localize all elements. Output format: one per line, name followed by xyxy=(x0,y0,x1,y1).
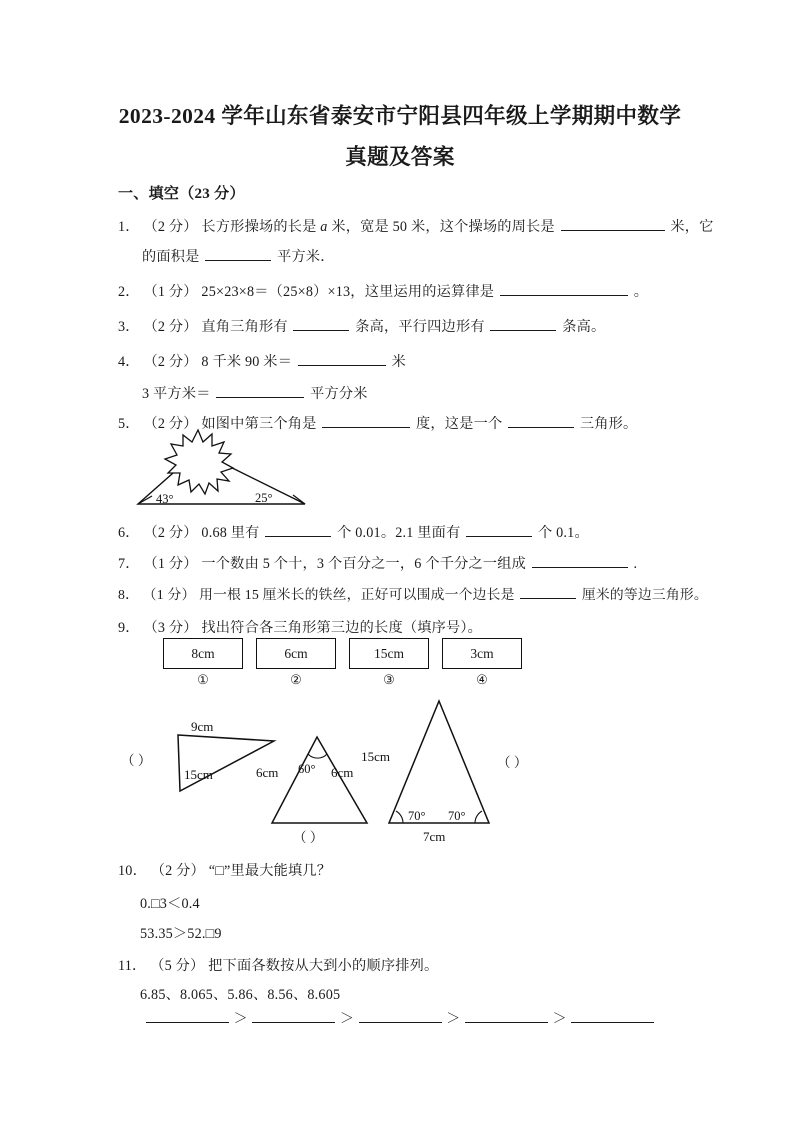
question-4-text-b: 米 xyxy=(391,354,406,370)
question-11-text-a: 把下面各数按从大到小的顺序排列。 xyxy=(208,958,439,974)
triangle-3-side-left: 15cm xyxy=(361,749,390,764)
question-1-line-2 xyxy=(142,242,335,272)
triangle-2-answer-bracket[interactable]: （ ） xyxy=(293,830,324,845)
separator-1: ＞ xyxy=(233,1011,248,1027)
question-6-text-a: 0.68 里有 xyxy=(201,525,260,541)
question-6-blank-hundredths[interactable] xyxy=(265,521,331,537)
question-3-text-b: 条高，平行四边形有 xyxy=(355,319,485,335)
triangle-2-side-right: 6cm xyxy=(331,765,354,780)
question-3-blank-parallelogram[interactable] xyxy=(490,315,556,331)
question-3 xyxy=(118,312,605,342)
separator-4: ＞ xyxy=(552,1011,567,1027)
three-triangles-svg xyxy=(118,695,638,845)
question-6-blank-tenths[interactable] xyxy=(466,521,532,537)
question-11-score: （5 分） xyxy=(150,958,205,974)
question-8-text-a: 用一根 15 厘米长的铁丝，正好可以围成一个边长是 xyxy=(199,587,515,602)
triangle-3-angle-arc-right xyxy=(475,811,482,823)
question-1-variable: a xyxy=(320,219,328,235)
option-3-value[interactable]: 15cm xyxy=(349,638,429,669)
title-line-1: 2023-2024 学年山东省泰安市宁阳县四年级上学期期中数学 xyxy=(118,104,682,128)
question-1-text-c: 米，它 xyxy=(670,219,714,235)
option-4 xyxy=(442,638,522,690)
question-10-score: （2 分） xyxy=(150,863,205,879)
question-6-text-b: 个 0.01。2.1 里面有 xyxy=(337,525,461,541)
separator-3: ＞ xyxy=(446,1011,461,1027)
question-6-number: 6． xyxy=(118,525,140,541)
question-7-blank-number[interactable] xyxy=(532,552,628,568)
question-8-number: 8． xyxy=(118,587,140,602)
option-3 xyxy=(349,638,429,690)
question-2-blank-law[interactable] xyxy=(500,280,628,296)
question-11-number: 11． xyxy=(118,958,147,974)
answer-blank-3[interactable] xyxy=(359,1008,442,1023)
angle-label-left: 43° xyxy=(156,492,174,506)
question-4-line2-text-a: 3 平方米＝ xyxy=(142,386,211,402)
question-4-number: 4． xyxy=(118,354,140,370)
question-11 xyxy=(118,951,438,981)
answer-blank-2[interactable] xyxy=(252,1008,335,1023)
triangle-2-outline xyxy=(272,737,367,823)
answer-blank-5[interactable] xyxy=(571,1008,654,1023)
question-3-blank-right-triangle[interactable] xyxy=(293,315,349,331)
question-2-text-b: 。 xyxy=(633,284,649,300)
question-6 xyxy=(118,518,589,548)
question-5-blank-degree[interactable] xyxy=(322,412,410,428)
title-line-2: 真题及答案 xyxy=(345,145,455,169)
question-3-number: 3． xyxy=(118,319,140,335)
option-1-label: ① xyxy=(197,672,209,687)
question-9-triangle-figures xyxy=(118,695,638,850)
question-7 xyxy=(118,549,637,579)
answer-blank-4[interactable] xyxy=(465,1008,548,1023)
question-9-number: 9． xyxy=(118,620,140,636)
question-10-text-a: “□”里最大能填几？ xyxy=(208,863,332,879)
triangle-2-apex-angle-arc xyxy=(308,754,327,758)
option-2 xyxy=(256,638,336,690)
question-1-blank-area[interactable] xyxy=(205,245,271,261)
question-1-score: （2 分） xyxy=(143,219,198,235)
separator-2: ＞ xyxy=(339,1011,355,1027)
question-5-text-b: 度，这是一个 xyxy=(416,416,503,432)
question-4-blank-meters[interactable] xyxy=(298,350,386,366)
option-2-label: ② xyxy=(290,672,302,687)
triangle-1-side-top: 9cm xyxy=(191,719,214,734)
question-7-score: （1 分） xyxy=(143,556,198,572)
question-11-answer-row xyxy=(146,1008,654,1028)
question-4-line2-text-b: 平方分米 xyxy=(310,386,368,402)
question-7-text-b: . xyxy=(633,556,638,572)
option-4-value[interactable]: 3cm xyxy=(442,638,522,669)
question-6-text-c: 个 0.1。 xyxy=(537,525,589,541)
question-3-text-a: 直角三角形有 xyxy=(201,319,288,335)
question-9-text-a: 找出符合各三角形第三边的长度（填序号）。 xyxy=(201,620,483,636)
angle-label-right: 25° xyxy=(255,491,273,505)
question-5-score: （2 分） xyxy=(143,416,198,432)
question-1-line2-text-a: 的面积是 xyxy=(142,249,200,265)
question-5-blank-triangle-type[interactable] xyxy=(508,412,574,428)
question-4-line-2 xyxy=(142,379,368,409)
question-4 xyxy=(118,347,406,377)
triangle-2-side-left: 6cm xyxy=(256,765,279,780)
triangle-3-base: 7cm xyxy=(423,829,446,844)
triangle-3-group xyxy=(361,701,527,844)
question-6-score: （2 分） xyxy=(143,525,198,541)
question-4-text-a: 8 千米 90 米＝ xyxy=(201,354,293,370)
option-2-value[interactable]: 6cm xyxy=(256,638,336,669)
page-title xyxy=(100,96,700,178)
triangle-3-angle-right: 70° xyxy=(448,809,466,823)
question-2 xyxy=(118,277,648,307)
option-3-label: ③ xyxy=(383,672,395,687)
question-2-number: 2． xyxy=(118,284,140,300)
question-9-option-boxes xyxy=(163,638,563,696)
question-1-text-a: 长方形操场的长是 xyxy=(201,219,321,235)
triangle-1-answer-bracket[interactable]: （ ） xyxy=(121,753,152,768)
question-8-blank-side-length[interactable] xyxy=(520,583,576,599)
question-5-text-c: 三角形。 xyxy=(579,416,638,432)
triangle-2-group xyxy=(256,737,367,845)
question-5-triangle-figure xyxy=(130,428,330,523)
question-1-blank-perimeter[interactable] xyxy=(561,215,665,231)
question-5-text-a: 如图中第三个角是 xyxy=(201,416,317,432)
triangle-1-group xyxy=(121,719,274,791)
triangle-3-answer-bracket[interactable]: （ ） xyxy=(497,755,528,770)
question-5-number: 5． xyxy=(118,416,140,432)
question-11-numbers: 6.85、8.065、5.86、8.56、8.605 xyxy=(140,987,341,1003)
question-2-text-a: 25×23×8＝（25×8）×13，这里运用的运算律是 xyxy=(201,284,495,300)
question-4-blank-square-decimeters[interactable] xyxy=(216,382,304,398)
question-10-line-3: 53.35＞52.□9 xyxy=(140,926,222,942)
question-1-number: 1． xyxy=(118,219,140,235)
option-1-value[interactable]: 8cm xyxy=(163,638,243,669)
question-3-text-c: 条高。 xyxy=(562,319,606,335)
triangle-3-outline xyxy=(389,701,489,823)
question-10-line-2: 0.□3＜0.4 xyxy=(140,896,200,912)
question-2-score: （1 分） xyxy=(143,284,198,300)
triangle-1-side-diagonal: 15cm xyxy=(184,767,213,782)
question-1 xyxy=(118,212,714,242)
triangle-with-starburst-svg xyxy=(130,428,330,518)
question-9-score: （3 分） xyxy=(143,620,198,636)
option-1 xyxy=(163,638,243,690)
question-10 xyxy=(118,856,331,886)
question-8-text-b: 厘米的等边三角形。 xyxy=(581,587,708,602)
triangle-3-angle-left: 70° xyxy=(408,809,426,823)
triangle-1-outline xyxy=(178,735,274,791)
question-7-number: 7． xyxy=(118,556,140,572)
triangle-3-angle-arc-left xyxy=(396,811,403,823)
triangle-2-apex-angle: 60° xyxy=(298,762,316,776)
question-4-score: （2 分） xyxy=(143,354,198,370)
section-heading-fill-in-blank: 一、填空（23 分） xyxy=(118,186,245,202)
question-10-number: 10． xyxy=(118,863,147,879)
starburst-icon xyxy=(165,430,233,494)
question-1-line2-text-b: 平方米． xyxy=(277,249,335,265)
question-8 xyxy=(118,580,708,610)
answer-blank-1[interactable] xyxy=(146,1008,229,1023)
question-7-text-a: 一个数由 5 个十，3 个百分之一，6 个千分之一组成 xyxy=(201,556,527,572)
question-3-score: （2 分） xyxy=(143,319,198,335)
question-8-score: （1 分） xyxy=(142,587,196,602)
question-1-text-b: 米，宽是 50 米，这个操场的周长是 xyxy=(331,219,555,235)
option-4-label: ④ xyxy=(476,672,488,687)
